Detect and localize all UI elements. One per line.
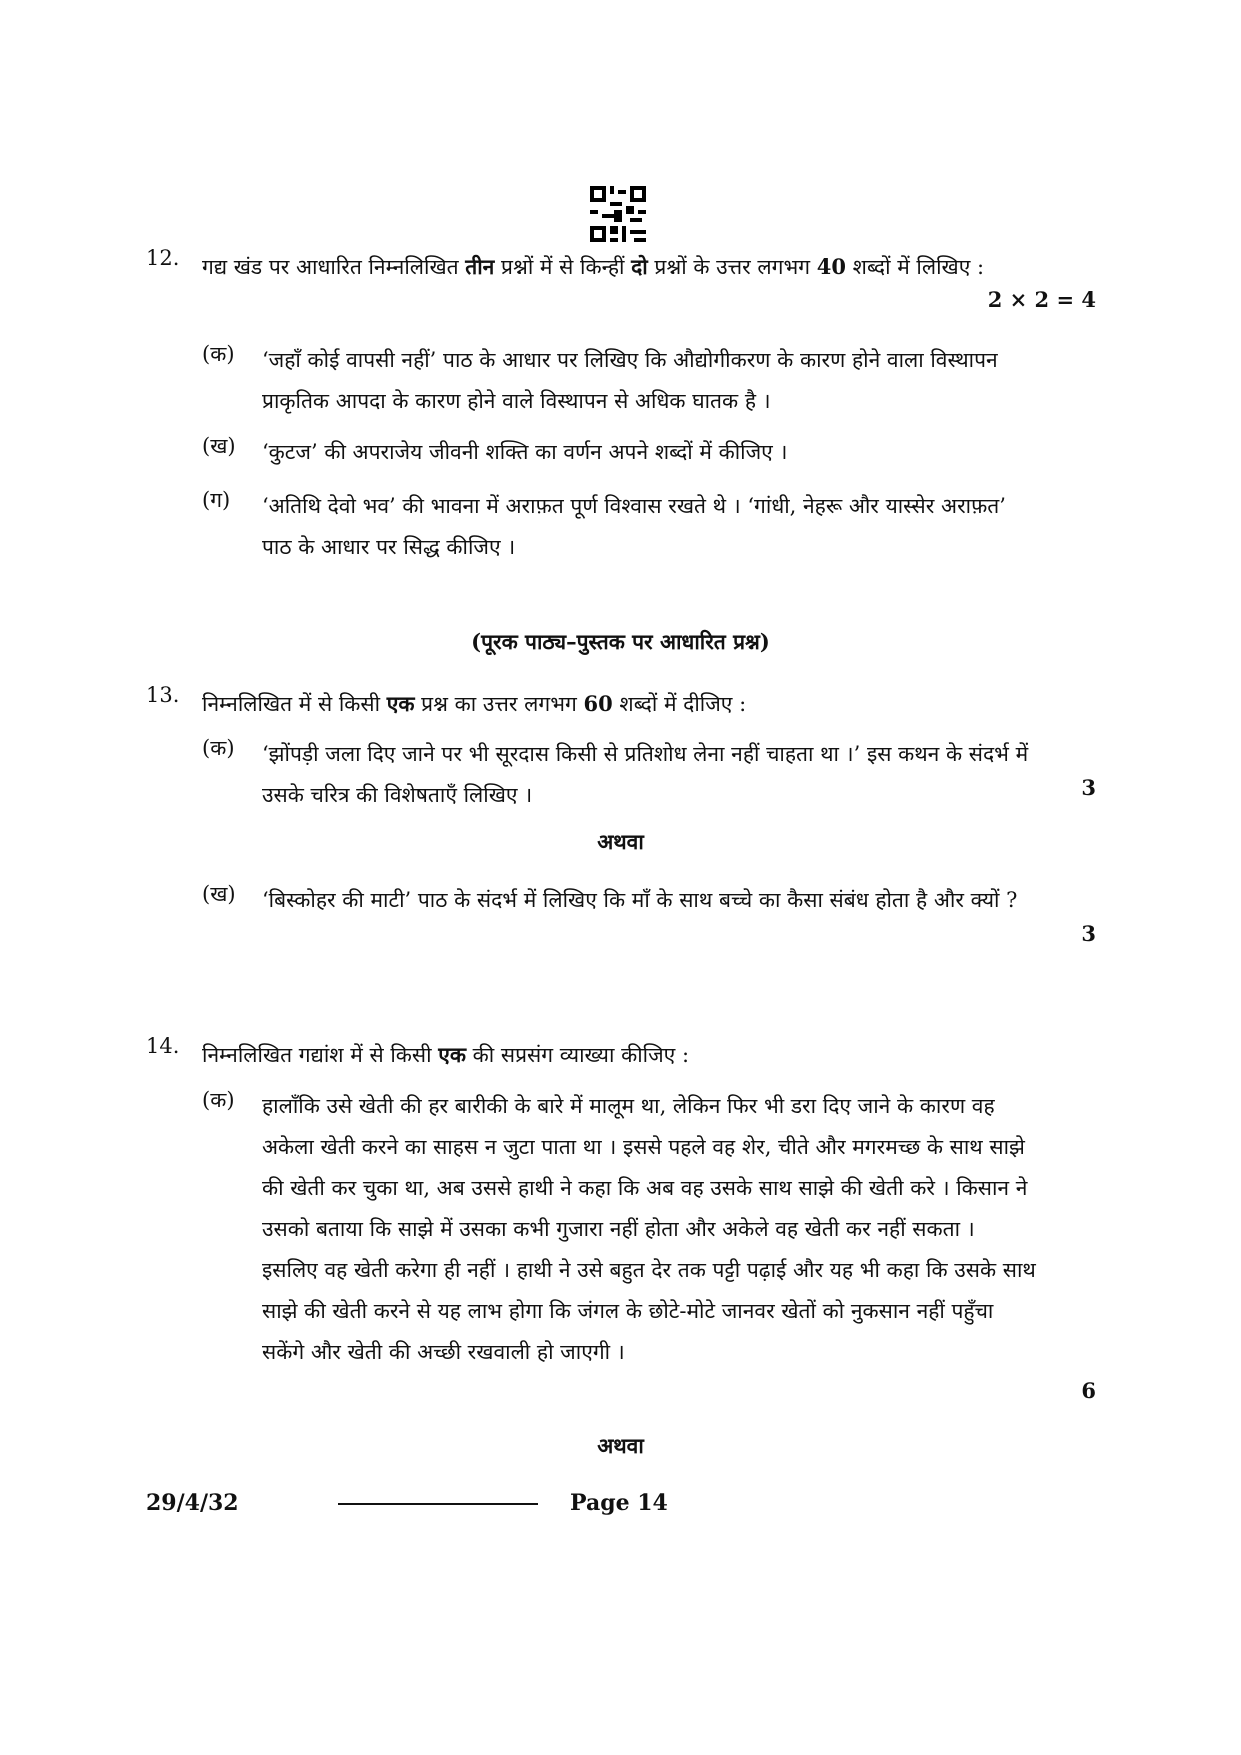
marks: 3 — [1081, 775, 1096, 800]
option-13-ka: (क) ‘झोंपड़ी जला दिए जाने पर भी सूरदास किसी से प्रतिशोध लेना नहीं चाहता था ।’ इस कथन के संदर्भ में उसके चरित्र की विशेषताएँ लिखिए । 3 — [202, 736, 1096, 807]
question-text: गद्य खंड पर आधारित निम्नलिखित तीन प्रश्नों में से किन्हीं दो प्रश्नों के उत्तर लगभग 40 शब्दों में लिखिए : — [202, 254, 985, 279]
footer-divider — [338, 1503, 538, 1505]
marks: 2 × 2 = 4 — [987, 287, 1096, 312]
question-14: 14. निम्नलिखित गद्यांश में से किसी एक की सप्रसंग व्याख्या कीजिए : — [146, 1034, 690, 1067]
option-14-ka: (क) हालाँकि उसे खेती की हर बारीकी के बारे में मालूम था, लेकिन फिर भी डरा दिए जाने के कारण वह अकेला खेती करने का साहस न जुटा पाता था । इससे पहले वह शेर, चीते और मगरमच्छ के साथ साझे की खेती कर चुका था, अब उससे हाथी ने कहा कि अब वह उसके साथ साझे की खेती करे । किसान ने उसको बताया कि साझे में उसका कभी गुजारा नहीं होता और अकेले वह खेती कर नहीं सकता । इसलिए वह खेती करेगा ही नहीं । हाथी ने उसे बहुत देर तक पट्टी पढ़ाई और यह भी कहा कि उसके साथ साझे की खेती करने से यह लाभ होगा कि जंगल के छोटे-मोटे जानवर खेतों को नुकसान नहीं पहुँचा सकेंगे और खेती की अच्छी रखवाली हो जाएगी । 6 — [202, 1088, 1096, 1403]
qr-code — [590, 186, 646, 242]
section-heading: (पूरक पाठ्य–पुस्तक पर आधारित प्रश्न) — [471, 629, 770, 654]
marks: 3 — [1081, 921, 1096, 946]
marks: 6 — [1081, 1378, 1096, 1403]
or-separator: अथवा — [597, 829, 644, 854]
question-13: 13. निम्नलिखित में से किसी एक प्रश्न का उत्तर लगभग 60 शब्दों में दीजिए : — [146, 683, 747, 716]
question-number: 12. — [146, 246, 180, 270]
or-separator: अथवा — [597, 1433, 644, 1458]
paper-code: 29/4/32 — [146, 1490, 239, 1516]
question-12 — [146, 246, 1096, 326]
option-13-kha: (ख) ‘बिस्कोहर की माटी’ पाठ के संदर्भ में लिखिए कि माँ के साथ बच्चे का कैसा संबंध होता है और क्यों ? 3 — [202, 882, 1096, 946]
page-number: Page 14 — [570, 1490, 668, 1516]
